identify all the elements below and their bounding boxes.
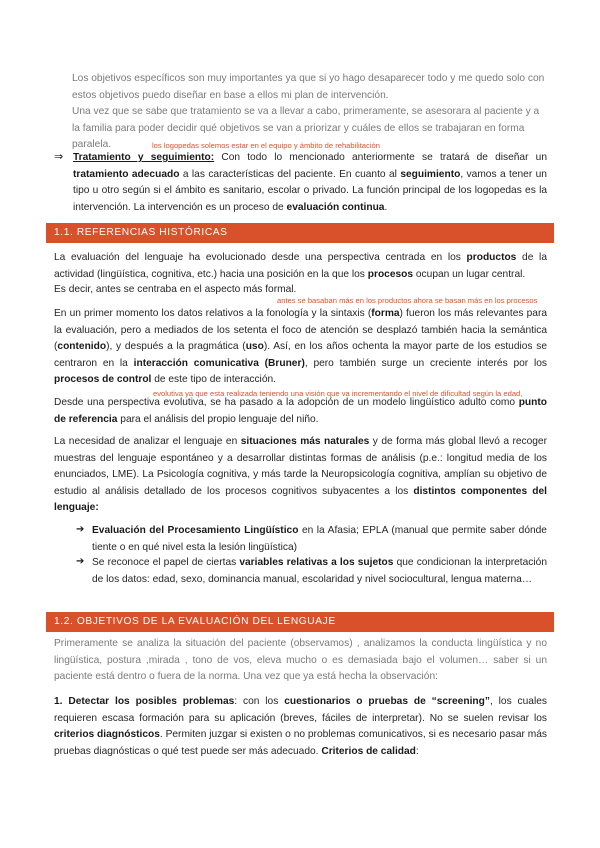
annotation-rehabilitacion: los logopedas solemos estar en el equipo y ámbito de rehabilitación (152, 141, 380, 150)
referencias-paragraph-2: En un primer momento los datos relativos a la fonología y la sintaxis (forma) fueron los más relevantes para la evaluación, pero a mediados de los setenta el foco de atención se desplazó también hacia la semántica (contenido), y después a la pragmática (uso). Así, en los años ochenta la mayor parte de los estudios se centraron en la interacción comunicativa (Bruner), pero también surge un creciente interés por los procesos de control de este tipo de interacción. (54, 308, 548, 385)
annotation-evolutiva: evolutiva ya que esta realizada teniendo una visión que va incrementando el nivel de dificultad según la edad, (153, 389, 523, 398)
section-heading-referencias: 1.1. REFERENCIAS HISTÓRICAS (46, 223, 554, 243)
tratamiento-paragraph: Tratamiento y seguimiento: Con todo lo mencionado anteriormente se tratará de diseñar un tratamiento adecuado a las características del paciente. En cuanto al seguimiento, vamos a tener un tipo u otro según si el ámbito es sanitario, escolar o privado. La función principal de los logopedas es la intervención. La intervención es un proceso de evaluación continua. (73, 152, 547, 213)
referencias-paragraph-3: Desde una perspectiva evolutiva, se ha pasado a la adopción de un modelo lingüístico adulto como punto de referencia para el análisis del propio lenguaje del niño. (54, 397, 547, 425)
referencias-paragraph-4: La necesidad de analizar el lenguaje en situaciones más naturales y de forma más global llevó a recoger muestras del lenguaje espontáneo y a desarrollar distintas formas de análisis (p.e.: longitud media de los enunciados, LME). La Psicología cognitiva, y más tarde la Neuropsicología cognitiva, amplían su objetivo de estudio al análisis detallado de los procesos cognitivos subyacentes a los distintos componentes del lenguaje: (54, 436, 547, 513)
bullet-item-epla: Evaluación del Procesamiento Lingüístico en la Afasia; EPLA (manual que permite saber dónde tiente o en qué nivel esta la lesión lingüística) (92, 525, 547, 553)
objetivos-paragraph-1: Primeramente se analiza la situación del paciente (observamos) , analizamos la conducta lingüística y no lingüística, postura ,mirada , tono de vos, eleva mucho o es demasiada bajo el volumen… saber si un paciente está dentro o fuera de la norma. Una vez que ya está hecha la observación: (54, 638, 547, 682)
bullet-item-variables: Se reconoce el papel de ciertas variables relativas a los sujetos que condicionan la interpretación de los datos: edad, sexo, dominancia manual, escolaridad y nivel sociocultural, lengua materna… (92, 557, 547, 585)
objetivos-paragraph-2: 1. Detectar los posibles problemas: con los cuestionarios o pruebas de “screening”, los cuales requieren escasa formación para su aplicación (breves, fáciles de interpretar). No se suelen revisar los criterios diagnósticos. Permiten juzgar si existen o no problemas comunicativos, si es necesario pasar más pruebas diagnósticas o qué test puede ser más adecuado. Criterios de calidad: (54, 696, 548, 757)
referencias-paragraph-1: La evaluación del lenguaje ha evolucionado desde una perspectiva centrada en los productos de la actividad (lingüística, cognitiva, etc.) hacia una posición en la que los procesos ocupan un lugar central. (54, 252, 547, 280)
arrow-icon: ⇒ (54, 151, 64, 163)
bullet-arrow-icon: ➔ (76, 556, 85, 567)
intro-paragraph-2: Una vez que se sabe que tratamiento se va a llevar a cabo, primeramente, se asesorara al paciente y a la familia para poder decidir qué objetivos se van a priorizar y cuáles de ellos se trabajaran en forma paralela. (72, 106, 540, 150)
section-heading-objetivos: 1.2. OBJETIVOS DE LA EVALUACIÓN DEL LENGUAJE (46, 612, 554, 632)
intro-paragraph-1: Los objetivos específicos son muy importantes ya que si yo hago desaparecer todo y me quedo solo con estos objetivos puedo diseñar en base a ellos mi plan de intervención. (72, 73, 545, 101)
tratamiento-title: Tratamiento y seguimiento: (73, 152, 215, 163)
bullet-arrow-icon: ➔ (76, 524, 85, 535)
annotation-productos-procesos: antes se basaban más en los productos ahora se basan más en los procesos (277, 296, 538, 305)
referencias-paragraph-1-line: Es decir, antes se centraba en el aspecto más formal. (54, 284, 297, 295)
